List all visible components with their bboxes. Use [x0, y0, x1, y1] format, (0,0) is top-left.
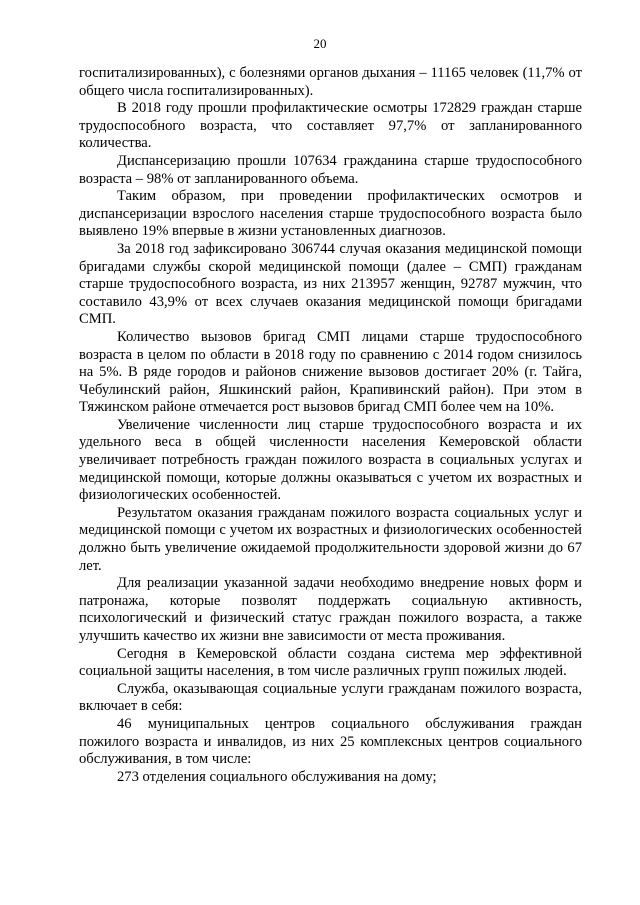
paragraph-4: Таким образом, при проведении профилактических осмотров и диспансеризации взрослого населения старше трудоспособного возраста было выявлено 19% впервые в жизни установленных диагнозов. — [79, 188, 582, 240]
paragraph-7: Увеличение численности лиц старше трудоспособного возраста и их удельного веса в общей численности населения Кемеровской области увеличивает потребность граждан пожилого возраста в социальных услугах и медицинской помощи, которые должны оказываться с учетом их возрастных и физиологических особенностей. — [79, 416, 582, 504]
paragraph-9: Для реализации указанной задачи необходимо внедрение новых форм и патронажа, которые позволят поддержать социальную активность, психологический и физический статус граждан пожилого возраста, а также улучшить качество их жизни вне зависимости от места проживания. — [79, 575, 582, 644]
paragraph-10: Сегодня в Кемеровской области создана система мер эффективной социальной защиты населения, в том числе различных групп пожилых людей. — [79, 645, 582, 680]
paragraph-12: 46 муниципальных центров социального обслуживания граждан пожилого возраста и инвалидов, из них 25 комплексных центров социального обслуживания, в том числе: — [79, 715, 582, 768]
paragraph-13: 273 отделения социального обслуживания на дому; — [117, 768, 437, 785]
paragraph-6: Количество вызовов бригад СМП лицами старше трудоспособного возраста в целом по области в 2018 году по сравнению с 2014 годом снизилось на 5%. В ряде городов и районов снижение вызовов достигает 20% (г. Тайга, Чебулинский район, Яшкинский район, Крапивинский район). При этом в Тяжинском районе отмечается рост вызовов бригад СМП более чем на 10%. — [79, 328, 582, 416]
paragraph-3: Диспансеризацию прошли 107634 гражданина старше трудоспособного возраста – 98% от запланированного объема. — [79, 152, 582, 187]
paragraph-8: Результатом оказания гражданам пожилого возраста социальных услуг и медицинской помощи с учетом их возрастных и физиологических особенностей должно быть увеличение ожидаемой продолжительности здоровой жизни до 67 лет. — [79, 504, 582, 574]
paragraph-11: Служба, оказывающая социальные услуги гражданам пожилого возраста, включает в себя: — [79, 680, 582, 715]
page-number: 20 — [313, 36, 327, 51]
paragraph-5: За 2018 год зафиксировано 306744 случая оказания медицинской помощи бригадами службы скорой медицинской помощи (далее – СМП) гражданам старше трудоспособного возраста, из них 213957 женщин, 92787 мужчин, что составило 43,9% от всех случаев оказания медицинской помощи бригадами СМП. — [79, 240, 582, 328]
page-body — [79, 65, 582, 786]
paragraph-1: госпитализированных), с болезнями органов дыхания – 11165 человек (11,7% от общего числа госпитализированных). — [79, 65, 582, 99]
paragraph-2: В 2018 году прошли профилактические осмотры 172829 граждан старше трудоспособного возраста, что составляет 97,7% от запланированного количества. — [79, 100, 582, 152]
